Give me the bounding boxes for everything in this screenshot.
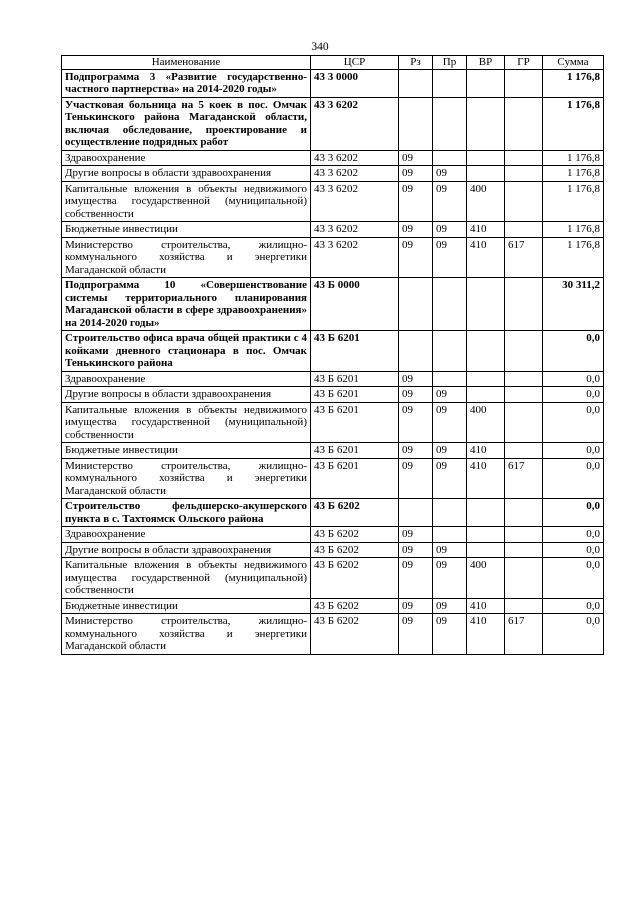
- cell-name: Строительство офиса врача общей практики с 4 койками дневного стационара в пос. Омчак Тенькинского района: [62, 331, 311, 372]
- cell-csr: 43 Б 6201: [311, 331, 399, 372]
- cell-rz: 09: [399, 443, 433, 459]
- cell-csr: 43 Б 6202: [311, 558, 399, 599]
- cell-sum: 0,0: [543, 443, 604, 459]
- cell-vr: 410: [467, 237, 505, 278]
- cell-sum: 1 176,8: [543, 150, 604, 166]
- cell-rz: [399, 69, 433, 97]
- table-row: [62, 387, 604, 403]
- cell-gr: [505, 499, 543, 527]
- table-row: [62, 150, 604, 166]
- cell-rz: 09: [399, 558, 433, 599]
- cell-csr: 43 Б 0000: [311, 278, 399, 331]
- cell-pr: [433, 97, 467, 150]
- cell-vr: [467, 499, 505, 527]
- cell-rz: 09: [399, 614, 433, 655]
- cell-sum: 0,0: [543, 499, 604, 527]
- cell-pr: 09: [433, 387, 467, 403]
- cell-gr: [505, 598, 543, 614]
- cell-gr: [505, 222, 543, 238]
- cell-gr: [505, 181, 543, 222]
- page-number: 340: [311, 41, 329, 53]
- table-row: [62, 598, 604, 614]
- cell-sum: 0,0: [543, 598, 604, 614]
- cell-rz: 09: [399, 222, 433, 238]
- cell-csr: 43 Б 6202: [311, 614, 399, 655]
- table-row: [62, 69, 604, 97]
- cell-gr: [505, 387, 543, 403]
- cell-pr: 09: [433, 237, 467, 278]
- cell-rz: 09: [399, 150, 433, 166]
- cell-vr: 400: [467, 402, 505, 443]
- cell-csr: 43 Б 6201: [311, 371, 399, 387]
- cell-vr: 410: [467, 614, 505, 655]
- cell-name: Здравоохранение: [62, 527, 311, 543]
- table-row: [62, 558, 604, 599]
- table-row: [62, 331, 604, 372]
- cell-vr: [467, 542, 505, 558]
- table-row: [62, 402, 604, 443]
- cell-rz: 09: [399, 598, 433, 614]
- cell-sum: 1 176,8: [543, 97, 604, 150]
- cell-csr: 43 Б 6201: [311, 387, 399, 403]
- cell-rz: [399, 97, 433, 150]
- cell-rz: 09: [399, 387, 433, 403]
- cell-vr: [467, 371, 505, 387]
- cell-vr: [467, 331, 505, 372]
- cell-vr: 400: [467, 558, 505, 599]
- cell-pr: 09: [433, 166, 467, 182]
- cell-csr: 43 3 6202: [311, 237, 399, 278]
- cell-vr: [467, 387, 505, 403]
- cell-sum: 0,0: [543, 371, 604, 387]
- cell-csr: 43 3 6202: [311, 97, 399, 150]
- cell-name: Министерство строительства, жилищно-коммунального хозяйства и энергетики Магаданской области: [62, 614, 311, 655]
- table-row: [62, 166, 604, 182]
- table-body: [62, 69, 604, 654]
- cell-csr: 43 Б 6202: [311, 542, 399, 558]
- cell-csr: 43 Б 6202: [311, 527, 399, 543]
- table-row: [62, 458, 604, 499]
- column-header-csr: ЦСР: [311, 56, 399, 70]
- cell-gr: [505, 166, 543, 182]
- cell-csr: 43 3 0000: [311, 69, 399, 97]
- cell-name: Здравоохранение: [62, 150, 311, 166]
- cell-name: Другие вопросы в области здравоохранения: [62, 542, 311, 558]
- cell-rz: 09: [399, 402, 433, 443]
- cell-gr: [505, 371, 543, 387]
- cell-gr: 617: [505, 458, 543, 499]
- cell-rz: 09: [399, 166, 433, 182]
- cell-pr: [433, 527, 467, 543]
- cell-pr: 09: [433, 614, 467, 655]
- table-row: [62, 278, 604, 331]
- cell-rz: 09: [399, 371, 433, 387]
- cell-pr: [433, 499, 467, 527]
- column-header-sum: Сумма: [543, 56, 604, 70]
- cell-pr: 09: [433, 402, 467, 443]
- table-row: [62, 614, 604, 655]
- cell-pr: [433, 371, 467, 387]
- cell-sum: 30 311,2: [543, 278, 604, 331]
- cell-csr: 43 Б 6202: [311, 499, 399, 527]
- cell-pr: 09: [433, 222, 467, 238]
- cell-name: Другие вопросы в области здравоохранения: [62, 387, 311, 403]
- table-row: [62, 527, 604, 543]
- cell-csr: 43 Б 6202: [311, 598, 399, 614]
- cell-name: Подпрограмма 10 «Совершенствование системы территориального планирования Магаданской области в сфере здравоохранения» на 2014-2020 годы»: [62, 278, 311, 331]
- column-header-pr: Пр: [433, 56, 467, 70]
- cell-rz: [399, 331, 433, 372]
- cell-gr: [505, 97, 543, 150]
- cell-csr: 43 Б 6201: [311, 443, 399, 459]
- cell-gr: 617: [505, 237, 543, 278]
- cell-gr: [505, 542, 543, 558]
- cell-vr: 410: [467, 443, 505, 459]
- cell-vr: 400: [467, 181, 505, 222]
- cell-pr: 09: [433, 458, 467, 499]
- cell-vr: [467, 150, 505, 166]
- cell-sum: 0,0: [543, 614, 604, 655]
- table-header-row: [62, 56, 604, 70]
- table-row: [62, 542, 604, 558]
- cell-sum: 0,0: [543, 558, 604, 599]
- cell-pr: 09: [433, 443, 467, 459]
- column-header-rz: Рз: [399, 56, 433, 70]
- cell-name: Бюджетные инвестиции: [62, 598, 311, 614]
- table-row: [62, 237, 604, 278]
- cell-pr: [433, 69, 467, 97]
- cell-rz: [399, 499, 433, 527]
- cell-name: Бюджетные инвестиции: [62, 443, 311, 459]
- cell-gr: [505, 150, 543, 166]
- cell-pr: 09: [433, 598, 467, 614]
- cell-vr: [467, 278, 505, 331]
- table-row: [62, 97, 604, 150]
- table-row: [62, 443, 604, 459]
- cell-name: Строительство фельдшерско-акушерского пункта в с. Тахтоямск Ольского района: [62, 499, 311, 527]
- cell-rz: 09: [399, 527, 433, 543]
- cell-gr: [505, 527, 543, 543]
- cell-csr: 43 3 6202: [311, 181, 399, 222]
- cell-rz: 09: [399, 542, 433, 558]
- cell-vr: 410: [467, 222, 505, 238]
- cell-csr: 43 3 6202: [311, 166, 399, 182]
- cell-pr: [433, 278, 467, 331]
- cell-sum: 1 176,8: [543, 166, 604, 182]
- cell-pr: 09: [433, 181, 467, 222]
- cell-rz: 09: [399, 237, 433, 278]
- table-row: [62, 181, 604, 222]
- cell-csr: 43 Б 6201: [311, 458, 399, 499]
- cell-vr: 410: [467, 598, 505, 614]
- cell-name: Министерство строительства, жилищно-коммунального хозяйства и энергетики Магаданской области: [62, 237, 311, 278]
- cell-name: Капитальные вложения в объекты недвижимого имущества государственной (муниципальной) собственности: [62, 558, 311, 599]
- cell-sum: 1 176,8: [543, 181, 604, 222]
- cell-sum: 0,0: [543, 527, 604, 543]
- cell-csr: 43 3 6202: [311, 222, 399, 238]
- cell-name: Капитальные вложения в объекты недвижимого имущества государственной (муниципальной) собственности: [62, 402, 311, 443]
- table-row: [62, 222, 604, 238]
- cell-vr: [467, 97, 505, 150]
- cell-gr: [505, 331, 543, 372]
- cell-gr: 617: [505, 614, 543, 655]
- cell-vr: [467, 166, 505, 182]
- cell-pr: 09: [433, 542, 467, 558]
- cell-gr: [505, 558, 543, 599]
- cell-sum: 0,0: [543, 402, 604, 443]
- cell-name: Капитальные вложения в объекты недвижимого имущества государственной (муниципальной) собственности: [62, 181, 311, 222]
- cell-sum: 0,0: [543, 542, 604, 558]
- cell-csr: 43 3 6202: [311, 150, 399, 166]
- cell-name: Министерство строительства, жилищно-коммунального хозяйства и энергетики Магаданской области: [62, 458, 311, 499]
- cell-vr: 410: [467, 458, 505, 499]
- cell-name: Участковая больница на 5 коек в пос. Омчак Тенькинского района Магаданской области, включая обследование, проектирование и осуществление подрядных работ: [62, 97, 311, 150]
- cell-gr: [505, 443, 543, 459]
- table-row: [62, 499, 604, 527]
- cell-gr: [505, 278, 543, 331]
- cell-rz: 09: [399, 458, 433, 499]
- column-header-name: Наименование: [62, 56, 311, 70]
- cell-pr: [433, 331, 467, 372]
- cell-sum: 0,0: [543, 458, 604, 499]
- cell-vr: [467, 69, 505, 97]
- column-header-vr: ВР: [467, 56, 505, 70]
- cell-gr: [505, 402, 543, 443]
- cell-pr: [433, 150, 467, 166]
- cell-name: Здравоохранение: [62, 371, 311, 387]
- cell-vr: [467, 527, 505, 543]
- cell-sum: 1 176,8: [543, 69, 604, 97]
- cell-csr: 43 Б 6201: [311, 402, 399, 443]
- cell-sum: 0,0: [543, 387, 604, 403]
- cell-pr: 09: [433, 558, 467, 599]
- cell-name: Подпрограмма 3 «Развитие государственно-частного партнерства» на 2014-2020 годы»: [62, 69, 311, 97]
- cell-name: Другие вопросы в области здравоохранения: [62, 166, 311, 182]
- cell-rz: 09: [399, 181, 433, 222]
- column-header-gr: ГР: [505, 56, 543, 70]
- cell-sum: 1 176,8: [543, 222, 604, 238]
- cell-name: Бюджетные инвестиции: [62, 222, 311, 238]
- cell-sum: 0,0: [543, 331, 604, 372]
- cell-sum: 1 176,8: [543, 237, 604, 278]
- cell-rz: [399, 278, 433, 331]
- cell-gr: [505, 69, 543, 97]
- table-row: [62, 371, 604, 387]
- budget-table: [61, 55, 604, 655]
